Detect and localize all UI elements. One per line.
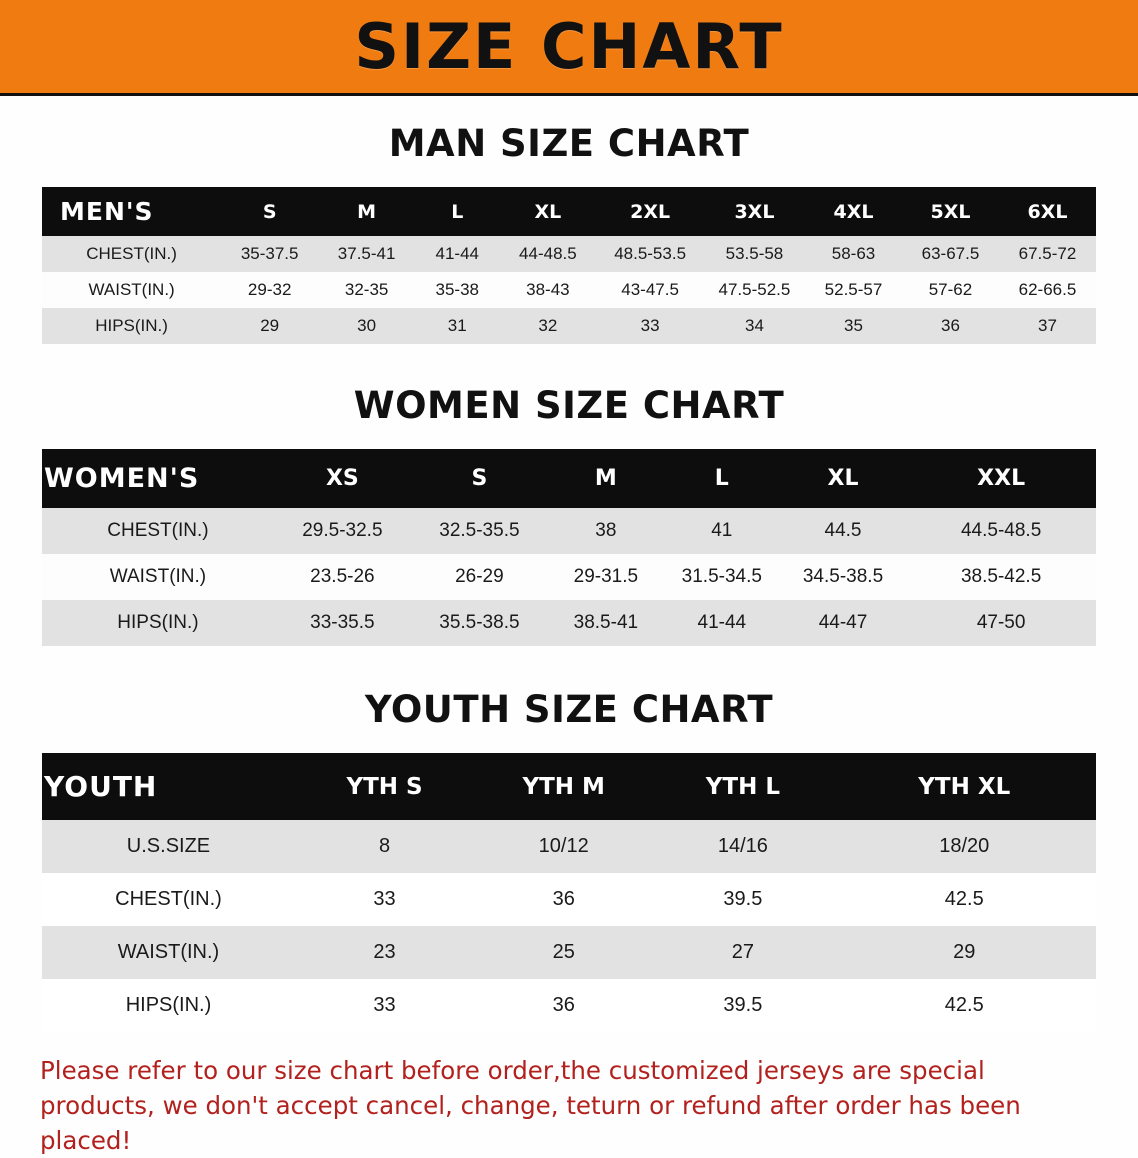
table-cell: 44.5-48.5: [906, 508, 1096, 554]
table-cell: 26-29: [411, 554, 548, 600]
table-cell: 23: [295, 926, 474, 979]
table-cell: 25: [474, 926, 653, 979]
man-col-header: 5XL: [902, 187, 999, 236]
table-cell: 33: [295, 979, 474, 1032]
table-cell: 35: [805, 308, 902, 344]
man-col-header: 4XL: [805, 187, 902, 236]
women-col-header: XL: [780, 449, 906, 508]
table-row: [42, 600, 1096, 646]
youth-col-header: YTH XL: [832, 753, 1096, 820]
row-label: CHEST(IN.): [42, 236, 221, 272]
table-cell: 37.5-41: [318, 236, 415, 272]
row-label: HIPS(IN.): [42, 308, 221, 344]
table-cell: 41-44: [415, 236, 499, 272]
table-cell: 42.5: [832, 873, 1096, 926]
women-size-table: [42, 449, 1096, 646]
table-cell: 33: [596, 308, 704, 344]
row-label: WAIST(IN.): [42, 554, 274, 600]
row-label: WAIST(IN.): [42, 926, 295, 979]
table-cell: 27: [653, 926, 832, 979]
table-cell: 32.5-35.5: [411, 508, 548, 554]
table-cell: 37: [999, 308, 1096, 344]
table-cell: 30: [318, 308, 415, 344]
youth-section-heading: YOUTH SIZE CHART: [364, 688, 774, 731]
man-size-table: [42, 187, 1096, 344]
row-label: HIPS(IN.): [42, 600, 274, 646]
table-cell: 58-63: [805, 236, 902, 272]
man-col-header: M: [318, 187, 415, 236]
row-label: CHEST(IN.): [42, 508, 274, 554]
women-col-header: XXL: [906, 449, 1096, 508]
table-cell: 44.5: [780, 508, 906, 554]
women-col-header: S: [411, 449, 548, 508]
table-cell: 35-37.5: [221, 236, 318, 272]
policy-note: Please refer to our size chart before order,the customized jerseys are special products, we don't accept cancel, change, teturn or refund after order has been placed!: [40, 1056, 1021, 1155]
table-row: [42, 308, 1096, 344]
man-col-header: 6XL: [999, 187, 1096, 236]
table-cell: 36: [902, 308, 999, 344]
table-cell: 29-32: [221, 272, 318, 308]
women-size-table-wrapper: [42, 449, 1096, 646]
table-row: [42, 508, 1096, 554]
table-cell: 35-38: [415, 272, 499, 308]
man-table-header-row: [42, 187, 1096, 236]
table-cell: 34: [704, 308, 805, 344]
table-cell: 29.5-32.5: [274, 508, 411, 554]
table-cell: 57-62: [902, 272, 999, 308]
table-cell: 41: [664, 508, 780, 554]
table-cell: 8: [295, 820, 474, 873]
table-cell: 62-66.5: [999, 272, 1096, 308]
table-cell: 39.5: [653, 979, 832, 1032]
table-row: [42, 979, 1096, 1032]
table-cell: 23.5-26: [274, 554, 411, 600]
table-cell: 38.5-42.5: [906, 554, 1096, 600]
table-cell: 31.5-34.5: [664, 554, 780, 600]
man-row-label-header: MEN'S: [42, 187, 221, 236]
man-col-header: 3XL: [704, 187, 805, 236]
table-cell: 36: [474, 979, 653, 1032]
table-cell: 47-50: [906, 600, 1096, 646]
youth-col-header: YTH L: [653, 753, 832, 820]
man-col-header: 2XL: [596, 187, 704, 236]
table-cell: 34.5-38.5: [780, 554, 906, 600]
table-cell: 43-47.5: [596, 272, 704, 308]
table-row: [42, 236, 1096, 272]
table-cell: 33-35.5: [274, 600, 411, 646]
row-label: WAIST(IN.): [42, 272, 221, 308]
women-col-header: XS: [274, 449, 411, 508]
table-cell: 29-31.5: [548, 554, 664, 600]
youth-size-table-wrapper: [42, 753, 1096, 1032]
table-cell: 29: [221, 308, 318, 344]
table-cell: 44-48.5: [499, 236, 596, 272]
youth-col-header: YTH M: [474, 753, 653, 820]
table-cell: 32: [499, 308, 596, 344]
table-row: [42, 554, 1096, 600]
table-cell: 38.5-41: [548, 600, 664, 646]
table-cell: 47.5-52.5: [704, 272, 805, 308]
table-cell: 63-67.5: [902, 236, 999, 272]
size-chart-banner: [0, 0, 1138, 96]
table-cell: 31: [415, 308, 499, 344]
row-label: HIPS(IN.): [42, 979, 295, 1032]
man-col-header: S: [221, 187, 318, 236]
table-cell: 35.5-38.5: [411, 600, 548, 646]
table-cell: 10/12: [474, 820, 653, 873]
women-col-header: M: [548, 449, 664, 508]
table-cell: 41-44: [664, 600, 780, 646]
table-row: [42, 272, 1096, 308]
man-col-header: XL: [499, 187, 596, 236]
table-cell: 38: [548, 508, 664, 554]
women-section-heading: WOMEN SIZE CHART: [353, 384, 785, 427]
man-col-header: L: [415, 187, 499, 236]
youth-size-table: [42, 753, 1096, 1032]
women-row-label-header: WOMEN'S: [42, 449, 274, 508]
table-cell: 29: [832, 926, 1096, 979]
table-cell: 38-43: [499, 272, 596, 308]
table-cell: 32-35: [318, 272, 415, 308]
table-cell: 18/20: [832, 820, 1096, 873]
table-cell: 42.5: [832, 979, 1096, 1032]
table-cell: 53.5-58: [704, 236, 805, 272]
page-title: SIZE CHART: [354, 9, 784, 83]
women-col-header: L: [664, 449, 780, 508]
table-cell: 33: [295, 873, 474, 926]
table-row: [42, 873, 1096, 926]
women-table-header-row: [42, 449, 1096, 508]
table-cell: 52.5-57: [805, 272, 902, 308]
youth-row-label-header: YOUTH: [42, 753, 295, 820]
man-section-heading: MAN SIZE CHART: [388, 122, 750, 165]
row-label: CHEST(IN.): [42, 873, 295, 926]
youth-col-header: YTH S: [295, 753, 474, 820]
table-cell: 67.5-72: [999, 236, 1096, 272]
row-label: U.S.SIZE: [42, 820, 295, 873]
table-cell: 39.5: [653, 873, 832, 926]
table-cell: 48.5-53.5: [596, 236, 704, 272]
table-cell: 36: [474, 873, 653, 926]
youth-table-header-row: [42, 753, 1096, 820]
table-row: [42, 820, 1096, 873]
table-cell: 44-47: [780, 600, 906, 646]
table-row: [42, 926, 1096, 979]
table-cell: 14/16: [653, 820, 832, 873]
man-size-table-wrapper: [42, 187, 1096, 344]
